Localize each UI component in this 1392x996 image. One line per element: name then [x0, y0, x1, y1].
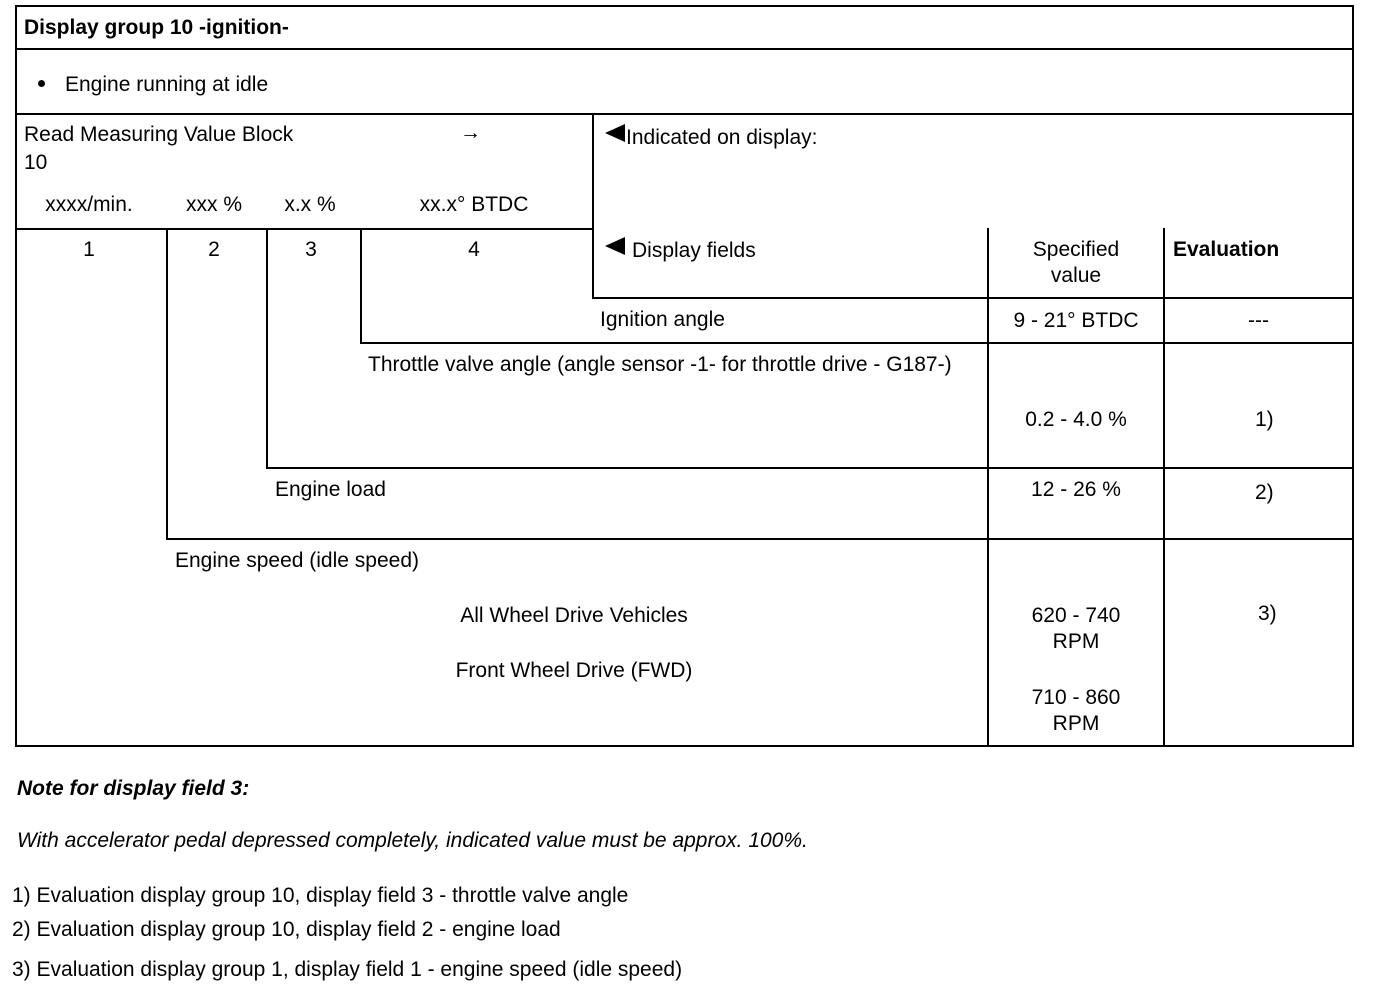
row-value-throttle-valve-angle: 0.2 - 4.0 %	[1025, 408, 1127, 431]
pointer-left-icon	[605, 124, 625, 142]
row-divider	[592, 297, 1354, 299]
row-sub-awd: All Wheel Drive Vehicles	[460, 604, 688, 627]
row-divider	[166, 538, 1354, 540]
measuring-block-label: Read Measuring Value Block	[24, 123, 294, 146]
evaluation-header: Evaluation	[1173, 238, 1280, 261]
footnote-2: 2) Evaluation display group 10, display field 2 - engine load	[12, 918, 561, 941]
row-value-ignition-angle: 9 - 21° BTDC	[1013, 309, 1139, 332]
table-border-bottom	[15, 745, 1354, 747]
specified-value-header: Specified value	[1032, 238, 1120, 287]
field-number-2: 2	[208, 238, 220, 261]
unit-label-field-1: xxxx/min.	[45, 193, 133, 216]
display-fields-header: Display fields	[632, 239, 756, 262]
footnote-1: 1) Evaluation display group 10, display field 3 - throttle valve angle	[12, 884, 629, 907]
row-eval-ignition-angle: ---	[1248, 309, 1269, 332]
row-eval-engine-load: 2)	[1255, 481, 1274, 504]
note-title: Note for display field 3:	[17, 777, 250, 800]
row-divider	[360, 342, 1354, 344]
precondition-text: Engine running at idle	[65, 73, 269, 96]
field-number-4: 4	[468, 238, 480, 261]
row-eval-engine-speed: 3)	[1258, 602, 1277, 625]
table-border-top	[15, 5, 1354, 7]
footnote-3: 3) Evaluation display group 1, display field 1 - engine speed (idle speed)	[12, 958, 683, 981]
row-name-ignition-angle: Ignition angle	[600, 308, 725, 331]
field-number-3: 3	[305, 238, 317, 261]
field-number-1: 1	[83, 238, 95, 261]
field-3-bracket	[266, 228, 268, 469]
measuring-block-number: 10	[24, 151, 48, 174]
arrow-icon: →	[460, 121, 481, 144]
unit-label-field-4: xx.x° BTDC	[419, 193, 529, 216]
note-text: With accelerator pedal depressed completely, indicated value must be approx. 100%.	[17, 829, 808, 852]
bullet-icon	[38, 80, 45, 87]
table-border-left	[15, 5, 17, 747]
row-name-engine-speed: Engine speed (idle speed)	[175, 549, 420, 572]
row-sub-fwd: Front Wheel Drive (FWD)	[455, 659, 693, 682]
row-divider	[15, 113, 1354, 115]
row-divider	[15, 228, 593, 230]
unit-label-field-3: x.x %	[284, 193, 336, 216]
field-2-bracket	[166, 228, 168, 540]
table-border-right	[1352, 5, 1354, 747]
column-divider	[1163, 228, 1165, 747]
row-divider	[266, 467, 1354, 469]
row-value-awd: 620 - 740 RPM	[1031, 604, 1121, 653]
column-divider	[592, 113, 594, 299]
row-name-engine-load: Engine load	[275, 478, 386, 501]
row-value-fwd: 710 - 860 RPM	[1031, 686, 1121, 735]
row-name-throttle-valve-angle: Throttle valve angle (angle sensor -1- for throttle drive - G187-)	[368, 353, 952, 376]
indicated-label: Indicated on display:	[626, 126, 818, 149]
row-value-engine-load: 12 - 26 %	[1031, 478, 1121, 501]
pointer-left-icon	[605, 237, 625, 255]
row-eval-throttle-valve-angle: 1)	[1255, 408, 1274, 431]
unit-label-field-2: xxx %	[185, 193, 242, 216]
row-divider	[15, 48, 1354, 50]
page-title: Display group 10 -ignition-	[24, 16, 289, 39]
